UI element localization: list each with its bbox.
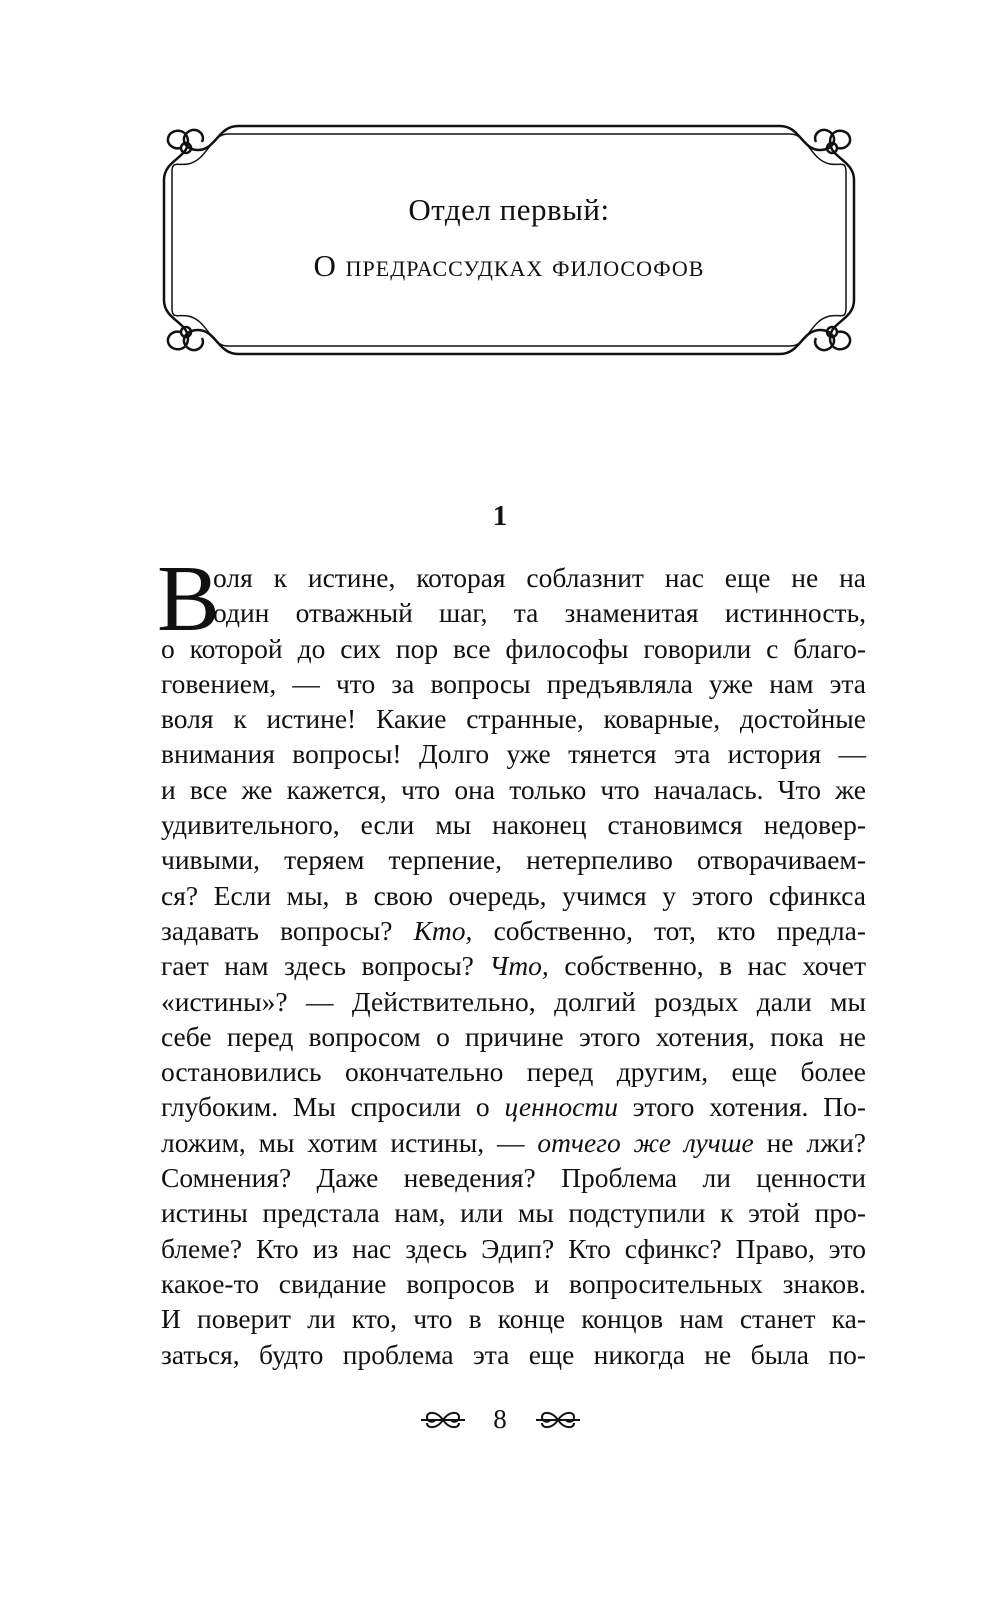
text-line (161, 913, 866, 948)
text-line (161, 948, 866, 983)
text-line (161, 1160, 866, 1195)
text-run: ложим, мы хотим истины, — (161, 1126, 538, 1158)
text-run: воля к истине! Какие странные, коварные, достойные (161, 703, 866, 735)
text-run: гает нам здесь вопросы? (161, 950, 490, 982)
text-line (161, 1019, 866, 1054)
text-line (213, 595, 866, 630)
italic-text: отчего же лучше (537, 1126, 754, 1158)
text-line (161, 736, 866, 771)
text-run: говением, — что за вопросы предъявляла уже нам эта (161, 667, 866, 699)
text-line (161, 842, 866, 877)
text-line (213, 560, 866, 595)
italic-text: ценности (504, 1091, 618, 1123)
text-run: истины предстала нам, или мы подступили к этой про- (161, 1197, 866, 1229)
fleuron-left-icon (421, 1407, 465, 1433)
text-run: Сомнения? Даже неведения? Проблема ли ценности (161, 1162, 866, 1194)
italic-text: Кто, (413, 914, 473, 946)
chapter-title-line2: О предрассудках философов (313, 248, 705, 283)
text-run: этого хотения. По- (617, 1091, 866, 1123)
text-run: не лжи? (753, 1126, 866, 1158)
text-line (161, 1266, 866, 1301)
text-run: удивительного, если мы наконец становимся недовер- (161, 809, 866, 841)
text-line (161, 1195, 866, 1230)
text-line (161, 878, 866, 913)
text-run: ся? Если мы, в свою очередь, учимся у этого сфинкса (161, 879, 866, 911)
drop-cap: В (157, 547, 220, 651)
text-run: глубоким. Мы спросили о (161, 1091, 505, 1123)
text-line (161, 666, 866, 701)
text-run: собственно, в нас хочет (548, 950, 866, 982)
text-run: чивыми, теряем терпение, нетерпеливо отворачиваем- (161, 844, 866, 876)
text-run: о которой до сих пор все философы говорили с благо- (161, 632, 866, 664)
text-run: И поверит ли кто, что в конце концов нам станет ка- (161, 1303, 866, 1335)
text-line (161, 772, 866, 807)
text-run: заться, будто проблема эта еще никогда не была по- (161, 1338, 866, 1370)
main-paragraph (157, 547, 867, 1372)
page-footer (0, 1402, 1000, 1435)
chapter-title-frame (158, 120, 860, 360)
text-run: внимания вопросы! Долго уже тянется эта история — (161, 738, 866, 770)
text-line (161, 631, 866, 666)
text-run: один отважный шаг, та знаменитая истинность, (213, 597, 866, 629)
fleuron-right-icon (536, 1407, 580, 1433)
text-line (161, 1301, 866, 1336)
paragraph-lines (161, 560, 866, 1372)
text-line (161, 1089, 866, 1124)
text-run: оля к истине, которая соблазнит нас еще не на (213, 562, 866, 593)
text-run: остановились окончательно перед другим, еще более (161, 1056, 866, 1088)
chapter-title-line1: Отдел первый: (408, 192, 610, 227)
ornamental-frame-icon (158, 120, 860, 360)
text-run: себе перед вопросом о причине этого хотения, пока не (161, 1020, 866, 1052)
text-line (161, 1054, 866, 1089)
text-line (161, 807, 866, 842)
text-run: и все же кажется, что она только что началась. Что же (161, 773, 866, 805)
text-line (161, 984, 866, 1019)
text-run: блеме? Кто из нас здесь Эдип? Кто сфинкс? Право, это (161, 1232, 866, 1264)
text-line (161, 1337, 866, 1372)
text-run: какое-то свидание вопросов и вопросительных знаков. (161, 1267, 866, 1299)
page-number: 8 (493, 1404, 507, 1435)
text-run: задавать вопросы? (161, 914, 414, 946)
text-line (161, 1125, 866, 1160)
italic-text: Что, (489, 950, 549, 982)
text-run: собственно, тот, кто предла- (472, 914, 867, 946)
text-line (161, 701, 866, 736)
section-number: 1 (492, 500, 508, 532)
text-line (161, 1231, 866, 1266)
text-run: «истины»? — Действительно, долгий роздых дали мы (161, 985, 866, 1017)
